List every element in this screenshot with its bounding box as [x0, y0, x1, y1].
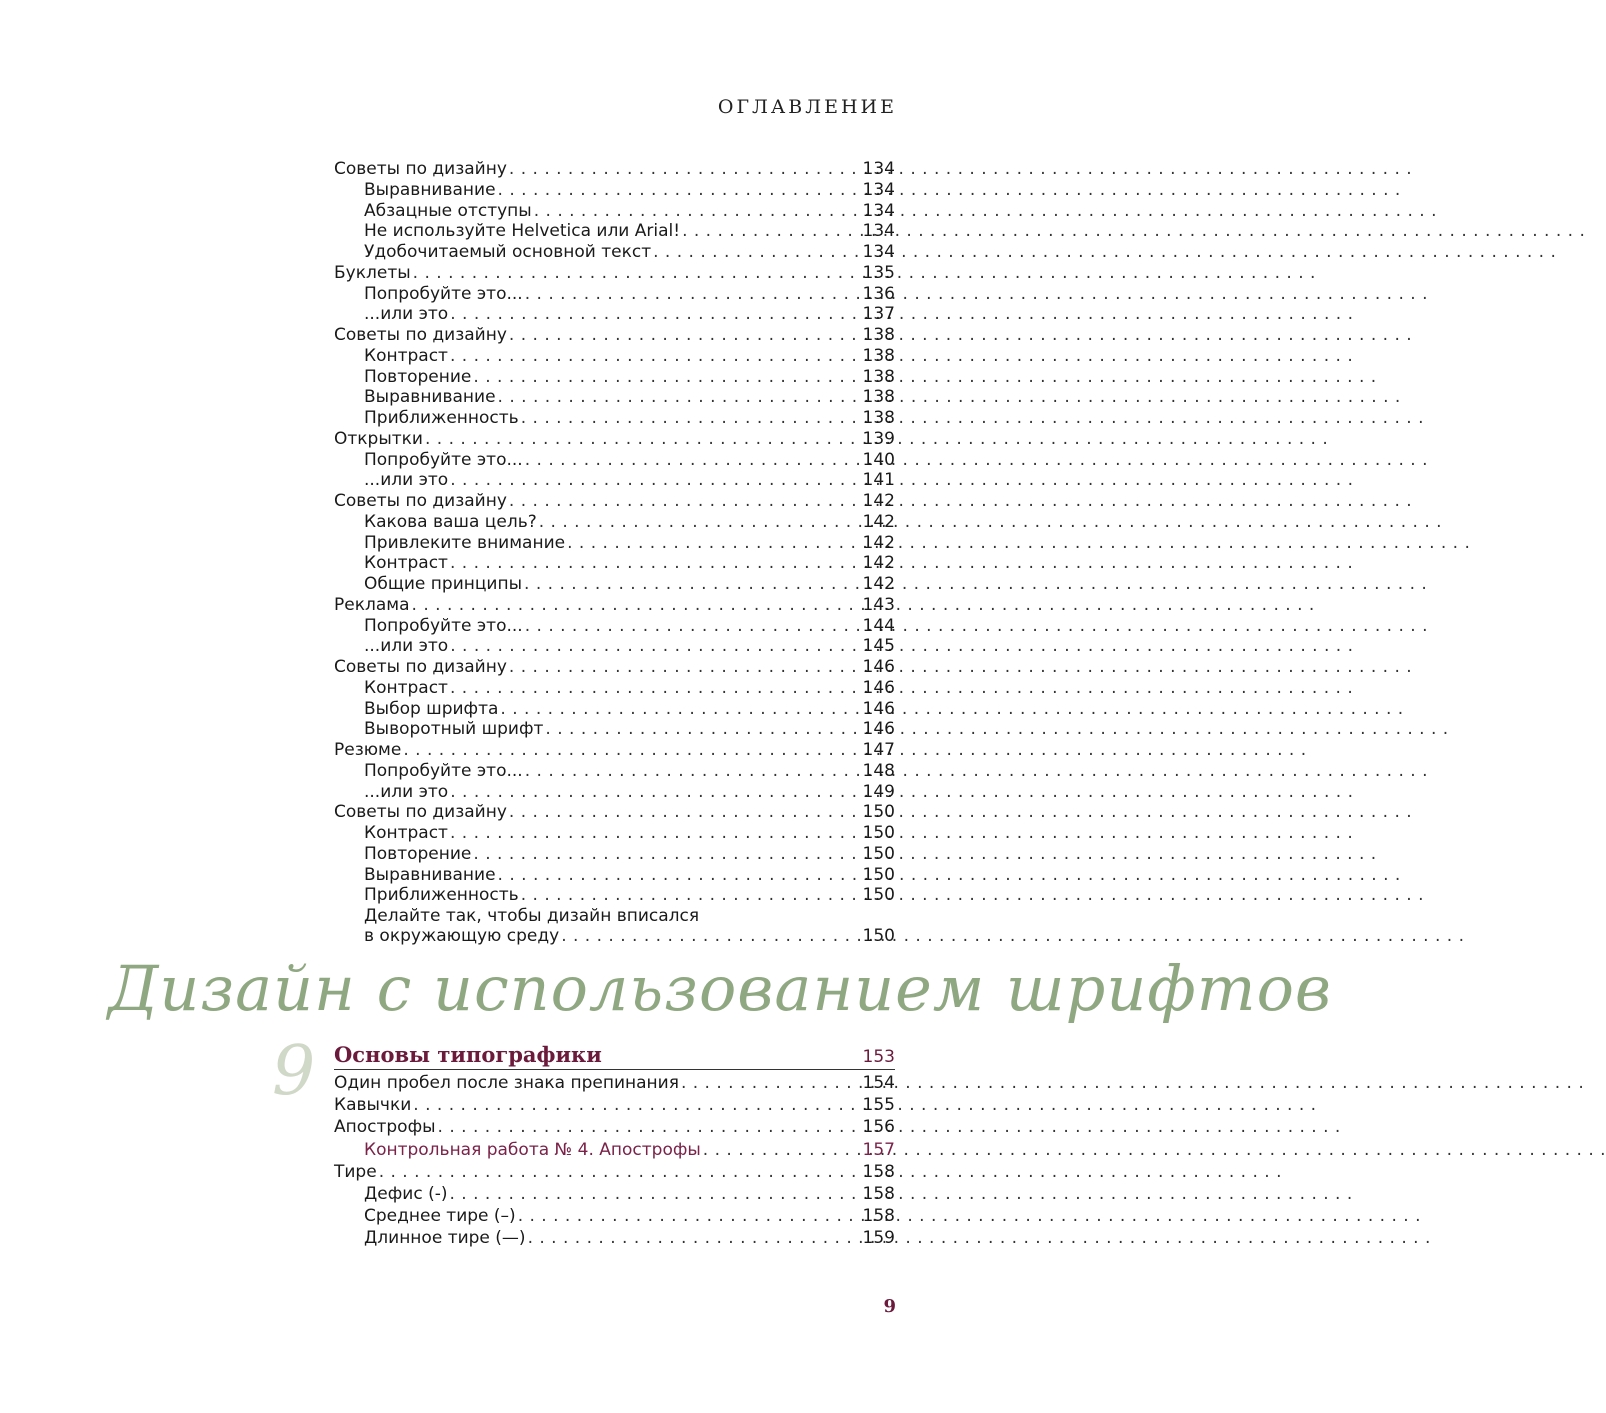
toc-entry-page: 150	[862, 802, 895, 823]
toc-entry	[334, 1161, 895, 1183]
toc-entry-title: Советы по дизайну	[334, 491, 507, 511]
toc-entry	[334, 263, 895, 284]
toc-entry-title: Тире	[334, 1161, 377, 1182]
toc-entry-title: Буклеты	[334, 262, 411, 283]
toc-entry	[334, 802, 895, 823]
toc-entry-title: Резюме	[334, 740, 402, 760]
toc-entry-page: 150	[862, 926, 895, 946]
dot-leader	[448, 346, 857, 367]
toc-entry-title: Повторение	[364, 843, 472, 864]
toc-entry	[334, 470, 895, 491]
chapter-title: Основы типографики	[334, 1042, 602, 1067]
chapter-toc-list	[334, 1072, 895, 1250]
toc-entry	[334, 221, 895, 242]
toc-entry-title: Выравнивание	[364, 387, 496, 408]
dot-leader	[651, 242, 856, 263]
toc-entry	[334, 823, 895, 844]
toc-entry-page: 146	[862, 657, 895, 677]
toc-entry	[334, 512, 895, 533]
chapter-number: 9	[272, 1032, 316, 1111]
toc-entry-title: Выравнивание	[364, 179, 496, 200]
toc-entry-title: Советы по дизайну	[334, 325, 507, 345]
toc-entry-page: 150	[862, 885, 895, 906]
toc-entry-title: Контрольная работа № 4. Апострофы	[364, 1139, 701, 1160]
toc-entry-title: Советы по дизайну	[334, 159, 507, 179]
toc-entry-page: 138	[862, 345, 895, 366]
dot-leader	[448, 636, 856, 657]
toc-entry	[334, 367, 895, 388]
dot-leader	[448, 823, 857, 844]
dot-leader	[519, 885, 857, 906]
dot-leader	[507, 491, 857, 512]
toc-entry	[334, 1205, 895, 1227]
dot-leader	[410, 595, 857, 616]
toc-entry-page: 138	[862, 387, 895, 408]
toc-entry-title: Один пробел после знака препинания	[334, 1073, 679, 1093]
dot-leader	[471, 844, 856, 865]
toc-entry-page: 158	[862, 1206, 895, 1227]
dot-leader	[377, 1161, 857, 1183]
toc-entry	[334, 657, 895, 678]
page-number: 9	[883, 1296, 896, 1317]
toc-entry-page: 146	[862, 677, 895, 698]
toc-entry-page: 146	[862, 698, 895, 719]
toc-entry-title: Контраст	[364, 677, 448, 698]
dot-leader	[507, 325, 857, 346]
toc-entry-title: Выворотный шрифт	[364, 719, 544, 740]
toc-entry	[334, 553, 895, 574]
toc-entry-title: Открытки	[334, 428, 423, 449]
toc-entry-page: 143	[862, 594, 895, 615]
toc-entry	[334, 865, 895, 886]
dot-leader	[565, 533, 856, 554]
toc-entry-page: 134	[862, 159, 895, 179]
toc-entry	[334, 325, 895, 346]
toc-entry-page: 145	[862, 636, 895, 657]
toc-entry-page: 147	[862, 740, 895, 760]
toc-entry	[334, 533, 895, 554]
toc-entry-page: 150	[862, 864, 895, 885]
toc-entry-page: 140	[862, 449, 895, 470]
toc-entry	[334, 719, 895, 740]
toc-entry-title: Среднее тире (–)	[364, 1206, 516, 1227]
toc-entry	[334, 699, 895, 720]
toc-entry-page: 146	[862, 719, 895, 740]
toc-entry	[334, 616, 895, 637]
toc-entry-page: 150	[862, 823, 895, 843]
toc-entry	[334, 346, 895, 367]
toc-entry-page: 149	[862, 781, 895, 802]
dot-leader	[537, 512, 857, 533]
toc-entry-page: 142	[862, 511, 895, 532]
dot-leader	[559, 926, 856, 946]
toc-entry-title: Апострофы	[334, 1117, 436, 1138]
dot-leader	[411, 263, 857, 284]
toc-entry-page: 138	[862, 366, 895, 387]
toc-entry-title: Привлеките внимание	[364, 532, 566, 553]
toc-entry-page: 144	[862, 615, 895, 636]
dot-leader	[411, 1094, 856, 1116]
toc-entry-title: Советы по дизайну	[334, 802, 507, 823]
toc-entry-title-cont: в окружающую среду	[364, 926, 560, 946]
toc-entry-page: 136	[862, 283, 895, 304]
chapter-heading	[334, 1042, 895, 1070]
toc-entry-title: Попробуйте это...	[364, 449, 523, 470]
toc-entry-title: Кавычки	[334, 1095, 412, 1116]
dot-leader	[516, 1205, 857, 1227]
toc-entry-page: 134	[862, 242, 895, 262]
toc-entry-title: Приближенность	[364, 885, 519, 906]
toc-entry	[334, 1072, 895, 1094]
toc-entry	[334, 1183, 895, 1205]
dot-leader	[448, 678, 857, 699]
toc-entry-page: 156	[862, 1117, 895, 1138]
dot-leader	[471, 367, 856, 388]
dot-leader	[507, 159, 857, 180]
dot-leader	[447, 1183, 856, 1205]
toc-entry-page: 134	[862, 179, 895, 200]
toc-entry-page: 137	[862, 304, 895, 325]
toc-entry-title: Выравнивание	[364, 864, 496, 885]
dot-leader	[401, 740, 856, 761]
toc-entry-page: 150	[862, 843, 895, 864]
toc-entry-page: 159	[862, 1228, 895, 1249]
toc-entry-title: Удобочитаемый основной текст	[364, 242, 652, 262]
dot-leader	[526, 1227, 857, 1249]
toc-entry-page: 139	[862, 428, 895, 449]
section-title: Дизайн с использованием шрифтов	[108, 952, 1333, 1025]
toc-entry-page: 158	[862, 1161, 895, 1182]
toc-entry-page: 142	[862, 491, 895, 511]
toc-entry-page: 142	[862, 532, 895, 553]
toc-entry-title: ...или это	[364, 636, 449, 657]
toc-list	[334, 159, 895, 946]
toc-entry-page: 141	[862, 470, 895, 491]
dot-leader	[543, 719, 856, 740]
toc-entry-page: 138	[862, 408, 895, 428]
toc-entry	[334, 284, 895, 305]
toc-entry-title: Контраст	[364, 345, 448, 366]
toc-entry	[334, 159, 895, 180]
dot-leader	[507, 802, 857, 823]
dot-leader	[448, 304, 856, 325]
toc-entry-title: Попробуйте это...	[364, 615, 523, 636]
toc-entry	[334, 574, 895, 595]
toc-entry-title: Советы по дизайну	[334, 657, 507, 677]
toc-entry-page: 155	[862, 1095, 895, 1116]
toc-entry	[334, 906, 895, 946]
dot-leader	[448, 553, 857, 574]
dot-leader	[680, 221, 856, 242]
dot-leader	[496, 387, 857, 408]
dot-leader	[701, 1139, 857, 1161]
chapter-page: 153	[862, 1047, 895, 1067]
toc-entry-page: 154	[862, 1073, 895, 1093]
toc-entry-title: ...или это	[364, 781, 449, 802]
toc-entry	[334, 1227, 895, 1249]
dot-leader	[523, 450, 857, 471]
toc-entry	[334, 304, 895, 325]
dot-leader	[496, 865, 857, 886]
toc-entry	[334, 761, 895, 782]
toc-entry	[334, 740, 895, 761]
toc-entry-title: Попробуйте это...	[364, 760, 523, 781]
toc-entry-title: ...или это	[364, 470, 449, 491]
toc-entry	[334, 1094, 895, 1116]
toc-entry-title: Повторение	[364, 366, 472, 387]
dot-leader	[448, 782, 856, 803]
toc-entry-page: 157	[862, 1139, 895, 1160]
toc-entry-title: Какова ваша цель?	[364, 511, 537, 532]
toc-entry	[334, 180, 895, 201]
dot-leader	[448, 470, 856, 491]
toc-entry	[334, 408, 895, 429]
toc-entry-title: Выбор шрифта	[364, 698, 499, 719]
toc-entry-page: 134	[862, 221, 895, 242]
toc-entry-page: 142	[862, 574, 895, 594]
toc-entry	[334, 201, 895, 222]
toc-entry-title: Попробуйте это...	[364, 283, 523, 304]
toc-entry-title: Делайте так, чтобы дизайн вписался	[364, 906, 700, 926]
toc-entry	[334, 491, 895, 512]
toc-entry-page: 148	[862, 760, 895, 781]
toc-entry	[334, 844, 895, 865]
running-header: ОГЛАВЛЕНИЕ	[717, 96, 897, 118]
toc-entry	[334, 595, 895, 616]
toc-entry	[334, 782, 895, 803]
toc-entry-title: Не используйте Helvetica или Arial!	[364, 221, 681, 242]
dot-leader	[498, 699, 856, 720]
toc-entry-page: 158	[862, 1183, 895, 1204]
toc-entry-title: Контраст	[364, 553, 448, 574]
dot-leader	[523, 284, 857, 305]
toc-entry-title: Дефис (-)	[364, 1183, 448, 1204]
dot-leader	[436, 1116, 857, 1138]
toc-entry	[334, 636, 895, 657]
toc-entry	[334, 885, 895, 906]
toc-entry	[334, 387, 895, 408]
dot-leader	[519, 408, 857, 429]
toc-entry-title: Приближенность	[364, 408, 519, 428]
toc-entry	[334, 1139, 895, 1161]
dot-leader	[679, 1072, 857, 1094]
dot-leader	[507, 657, 857, 678]
toc-entry-title: Абзацные отступы	[364, 200, 532, 221]
dot-leader	[423, 429, 857, 450]
toc-entry-page: 138	[862, 325, 895, 345]
toc-entry-title: Длинное тире (—)	[364, 1228, 526, 1249]
dot-leader	[523, 761, 857, 782]
toc-entry	[334, 429, 895, 450]
dot-leader	[496, 180, 857, 201]
toc-entry	[334, 678, 895, 699]
toc-entry-page: 134	[862, 200, 895, 221]
toc-entry-page: 135	[862, 262, 895, 283]
dot-leader	[522, 574, 857, 595]
toc-entry	[334, 242, 895, 263]
toc-entry	[334, 450, 895, 471]
toc-entry	[334, 1116, 895, 1138]
dot-leader	[523, 616, 857, 637]
toc-entry-title: Общие принципы	[364, 574, 523, 594]
dot-leader	[532, 201, 857, 222]
toc-entry-title: Реклама	[334, 594, 410, 615]
toc-entry-title: ...или это	[364, 304, 449, 325]
toc-entry-title: Контраст	[364, 823, 448, 843]
toc-entry-page: 142	[862, 553, 895, 574]
